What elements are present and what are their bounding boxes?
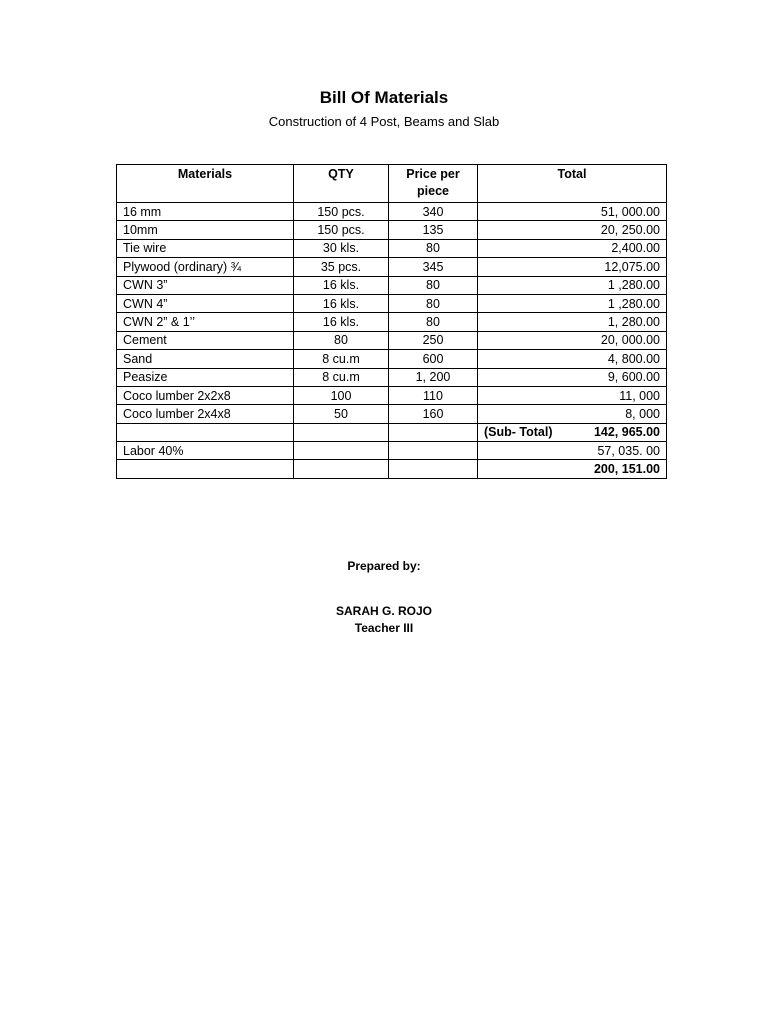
qty-cell: 16 kls. <box>294 294 389 312</box>
material-cell: Cement <box>117 331 294 349</box>
qty-cell: 150 pcs. <box>294 203 389 221</box>
preparer-position: Teacher III <box>354 621 414 635</box>
table-row <box>117 239 667 257</box>
empty-cell <box>294 423 389 441</box>
qty-cell: 8 cu.m <box>294 368 389 386</box>
table-row <box>117 405 667 423</box>
subtotal-wrap <box>484 424 660 440</box>
table-row <box>117 313 667 331</box>
material-cell: CWN 4” <box>117 294 294 312</box>
empty-cell <box>294 460 389 478</box>
grand-total-row <box>117 460 667 478</box>
table-row <box>117 221 667 239</box>
material-cell: Coco lumber 2x4x8 <box>117 405 294 423</box>
qty-cell: 16 kls. <box>294 313 389 331</box>
document-title: Bill Of Materials <box>319 88 449 107</box>
price-cell: 250 <box>389 331 478 349</box>
empty-cell <box>389 423 478 441</box>
table-row <box>117 368 667 386</box>
qty-cell: 30 kls. <box>294 239 389 257</box>
table-row <box>117 386 667 404</box>
total-cell: 8, 000 <box>478 405 667 423</box>
subtotal-label: (Sub- Total) <box>484 425 553 440</box>
total-cell: 20, 250.00 <box>478 221 667 239</box>
prepared-by-label: Prepared by: <box>347 559 421 573</box>
header-total: Total <box>478 165 667 203</box>
total-cell: 1 ,280.00 <box>478 276 667 294</box>
empty-cell <box>389 460 478 478</box>
empty-cell <box>117 423 294 441</box>
header-materials: Materials <box>117 165 294 203</box>
total-cell: 20, 000.00 <box>478 331 667 349</box>
material-cell: Peasize <box>117 368 294 386</box>
document-subtitle: Construction of 4 Post, Beams and Slab <box>268 114 500 129</box>
total-cell: 4, 800.00 <box>478 350 667 368</box>
price-cell: 80 <box>389 239 478 257</box>
material-cell: CWN 2” & 1’’ <box>117 313 294 331</box>
subtotal-row <box>117 423 667 441</box>
grand-total-value: 200, 151.00 <box>478 460 667 478</box>
price-cell: 110 <box>389 386 478 404</box>
table-row <box>117 276 667 294</box>
total-cell: 51, 000.00 <box>478 203 667 221</box>
preparer-name: SARAH G. ROJO <box>335 604 432 618</box>
table-row <box>117 203 667 221</box>
table-header-row <box>117 165 667 203</box>
price-cell: 80 <box>389 313 478 331</box>
price-cell: 345 <box>389 258 478 276</box>
material-cell: Tie wire <box>117 239 294 257</box>
table-row <box>117 350 667 368</box>
table-row <box>117 331 667 349</box>
price-cell: 160 <box>389 405 478 423</box>
total-cell: 12,075.00 <box>478 258 667 276</box>
price-cell: 135 <box>389 221 478 239</box>
material-cell: Plywood (ordinary) ¾ <box>117 258 294 276</box>
empty-cell <box>294 442 389 460</box>
material-cell: Coco lumber 2x2x8 <box>117 386 294 404</box>
material-cell: CWN 3” <box>117 276 294 294</box>
empty-cell <box>117 460 294 478</box>
qty-cell: 150 pcs. <box>294 221 389 239</box>
material-cell: Sand <box>117 350 294 368</box>
table-row <box>117 294 667 312</box>
qty-cell: 8 cu.m <box>294 350 389 368</box>
price-cell: 80 <box>389 294 478 312</box>
total-cell: 9, 600.00 <box>478 368 667 386</box>
material-cell: 16 mm <box>117 203 294 221</box>
qty-cell: 35 pcs. <box>294 258 389 276</box>
price-cell: 80 <box>389 276 478 294</box>
total-cell: 1, 280.00 <box>478 313 667 331</box>
price-cell: 340 <box>389 203 478 221</box>
total-cell: 1 ,280.00 <box>478 294 667 312</box>
qty-cell: 50 <box>294 405 389 423</box>
table-row <box>117 258 667 276</box>
price-cell: 1, 200 <box>389 368 478 386</box>
subtotal-cell <box>478 423 667 441</box>
qty-cell: 16 kls. <box>294 276 389 294</box>
qty-cell: 80 <box>294 331 389 349</box>
labor-row <box>117 442 667 460</box>
price-cell: 600 <box>389 350 478 368</box>
header-price-per-piece: Price per piece <box>389 165 478 203</box>
total-cell: 2,400.00 <box>478 239 667 257</box>
header-qty: QTY <box>294 165 389 203</box>
labor-value: 57, 035. 00 <box>478 442 667 460</box>
total-cell: 11, 000 <box>478 386 667 404</box>
qty-cell: 100 <box>294 386 389 404</box>
labor-label: Labor 40% <box>117 442 294 460</box>
material-cell: 10mm <box>117 221 294 239</box>
subtotal-value: 142, 965.00 <box>593 425 660 440</box>
bill-of-materials-table <box>116 164 667 479</box>
empty-cell <box>389 442 478 460</box>
